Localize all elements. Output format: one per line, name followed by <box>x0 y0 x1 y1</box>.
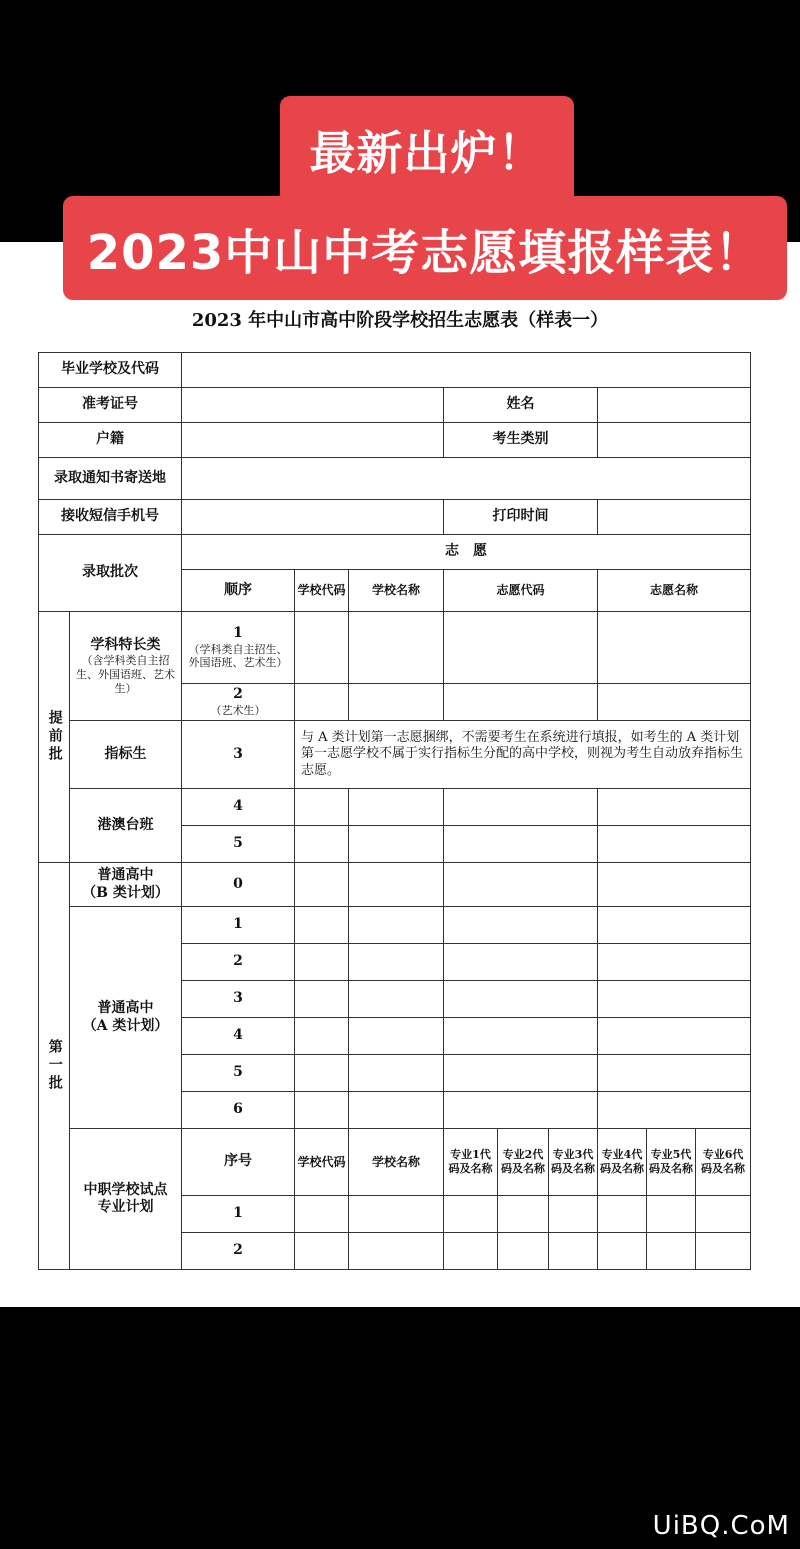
field-phone[interactable] <box>182 500 444 535</box>
row-address <box>39 458 751 500</box>
field-a6-wish-name[interactable] <box>598 1092 751 1129</box>
field-v2-major-3[interactable] <box>549 1233 598 1270</box>
field-early-2-school-code[interactable] <box>295 684 349 721</box>
row-early-1 <box>39 612 751 684</box>
field-a3-school-code[interactable] <box>295 981 349 1018</box>
headline-banner-top: 最新出炉！ <box>280 96 574 204</box>
headline-banner-main: 2023中山中考志愿填报样表！ <box>63 196 787 300</box>
application-form-table <box>38 352 751 1270</box>
order-cell-2 <box>182 684 295 721</box>
field-a4-wish-code[interactable] <box>444 1018 598 1055</box>
vocational-line1: 中职学校试点 <box>83 1181 168 1198</box>
field-a4-school-code[interactable] <box>295 1018 349 1055</box>
label-general-a <box>70 907 182 1129</box>
field-early-1-wish-code[interactable] <box>444 612 598 684</box>
order-5: 5 <box>182 826 295 863</box>
label-quota: 指标生 <box>70 721 182 789</box>
field-b-wish-code[interactable] <box>444 863 598 907</box>
field-a2-school-name[interactable] <box>349 944 444 981</box>
row-vocational-header <box>39 1129 751 1196</box>
label-vocational <box>70 1129 182 1270</box>
field-v1-major-1[interactable] <box>444 1196 498 1233</box>
voc-col-school-code: 学校代码 <box>295 1129 349 1196</box>
label-school: 毕业学校及代码 <box>39 353 182 388</box>
field-b-school-code[interactable] <box>295 863 349 907</box>
label-wish-header: 志 愿 <box>182 535 751 570</box>
field-v1-school-code[interactable] <box>295 1196 349 1233</box>
row-quota <box>39 721 751 789</box>
field-v2-major-2[interactable] <box>498 1233 549 1270</box>
field-a6-school-code[interactable] <box>295 1092 349 1129</box>
field-b-wish-name[interactable] <box>598 863 751 907</box>
label-subject-special <box>70 612 182 721</box>
row-phone <box>39 500 751 535</box>
field-a1-wish-code[interactable] <box>444 907 598 944</box>
field-a2-wish-name[interactable] <box>598 944 751 981</box>
field-v1-major-4[interactable] <box>598 1196 647 1233</box>
col-wish-code: 志愿代码 <box>444 570 598 612</box>
field-a1-school-code[interactable] <box>295 907 349 944</box>
label-phone: 接收短信手机号 <box>39 500 182 535</box>
col-major-3: 专业3代码及名称 <box>549 1129 598 1196</box>
label-hk-class: 港澳台班 <box>70 789 182 863</box>
field-a3-wish-code[interactable] <box>444 981 598 1018</box>
a-order-1: 1 <box>182 907 295 944</box>
col-seq: 序号 <box>182 1129 295 1196</box>
label-first-batch: 第一批 <box>39 863 70 1270</box>
field-early-1-wish-name[interactable] <box>598 612 751 684</box>
field-early-2-school-name[interactable] <box>349 684 444 721</box>
col-wish-name: 志愿名称 <box>598 570 751 612</box>
field-v2-major-4[interactable] <box>598 1233 647 1270</box>
field-a6-school-name[interactable] <box>349 1092 444 1129</box>
row-exam-id <box>39 388 751 423</box>
field-hk-5-school-code[interactable] <box>295 826 349 863</box>
field-hk-4-wish-code[interactable] <box>444 789 598 826</box>
field-a3-wish-name[interactable] <box>598 981 751 1018</box>
label-print-time: 打印时间 <box>444 500 598 535</box>
general-a-line2: （A 类计划） <box>82 1017 169 1034</box>
vocational-line2: 专业计划 <box>97 1199 154 1215</box>
col-major-2: 专业2代码及名称 <box>498 1129 549 1196</box>
field-hk-5-school-name[interactable] <box>349 826 444 863</box>
voc-order-1: 1 <box>182 1196 295 1233</box>
field-a4-wish-name[interactable] <box>598 1018 751 1055</box>
field-early-2-wish-code[interactable] <box>444 684 598 721</box>
field-hk-5-wish-code[interactable] <box>444 826 598 863</box>
label-general-b <box>70 863 182 907</box>
field-v2-school-code[interactable] <box>295 1233 349 1270</box>
field-a3-school-name[interactable] <box>349 981 444 1018</box>
field-v2-major-5[interactable] <box>647 1233 696 1270</box>
col-school-code: 学校代码 <box>295 570 349 612</box>
row-school <box>39 353 751 388</box>
label-name: 姓名 <box>444 388 598 423</box>
field-candidate-type[interactable] <box>598 423 751 458</box>
field-address[interactable] <box>182 458 751 500</box>
field-a5-school-name[interactable] <box>349 1055 444 1092</box>
a-order-6: 6 <box>182 1092 295 1129</box>
field-household[interactable] <box>182 423 444 458</box>
a-order-3: 3 <box>182 981 295 1018</box>
col-major-6: 专业6代码及名称 <box>696 1129 751 1196</box>
general-a-line1: 普通高中 <box>97 1000 154 1016</box>
a-order-5: 5 <box>182 1055 295 1092</box>
label-early-batch: 提前批 <box>39 612 70 863</box>
field-exam-id[interactable] <box>182 388 444 423</box>
order-cell-1 <box>182 612 295 684</box>
a-order-2: 2 <box>182 944 295 981</box>
field-v1-school-name[interactable] <box>349 1196 444 1233</box>
field-hk-4-school-name[interactable] <box>349 789 444 826</box>
label-household: 户籍 <box>39 423 182 458</box>
col-school-name: 学校名称 <box>349 570 444 612</box>
form-title: 2023 年中山市高中阶段学校招生志愿表（样表一） <box>191 310 609 331</box>
watermark: UiBQ.CoM <box>652 1511 790 1541</box>
voc-col-school-name: 学校名称 <box>349 1129 444 1196</box>
general-b-line2: （B 类计划） <box>82 884 169 901</box>
field-v2-major-6[interactable] <box>696 1233 751 1270</box>
field-a2-wish-code[interactable] <box>444 944 598 981</box>
order-2-note: （艺术生） <box>210 703 266 717</box>
field-v1-major-2[interactable] <box>498 1196 549 1233</box>
order-3: 3 <box>182 721 295 789</box>
field-v2-school-name[interactable] <box>349 1233 444 1270</box>
field-a4-school-name[interactable] <box>349 1018 444 1055</box>
row-household <box>39 423 751 458</box>
label-exam-id: 准考证号 <box>39 388 182 423</box>
order-1: 1 <box>233 625 243 641</box>
col-major-5: 专业5代码及名称 <box>647 1129 696 1196</box>
col-major-4: 专业4代码及名称 <box>598 1129 647 1196</box>
field-school[interactable] <box>182 353 751 388</box>
order-2: 2 <box>233 686 243 703</box>
field-a1-wish-name[interactable] <box>598 907 751 944</box>
general-b-line1: 普通高中 <box>97 867 154 883</box>
col-major-1: 专业1代码及名称 <box>444 1129 498 1196</box>
field-v1-major-6[interactable] <box>696 1196 751 1233</box>
voc-order-2: 2 <box>182 1233 295 1270</box>
row-general-a-1 <box>39 907 751 944</box>
subject-special-note: （含学科类自主招生、外国语班、艺术生） <box>76 654 175 695</box>
subject-special-title: 学科特长类 <box>90 636 161 653</box>
field-early-1-school-name[interactable] <box>349 612 444 684</box>
a-order-4: 4 <box>182 1018 295 1055</box>
quota-note: 与 A 类计划第一志愿捆绑，不需要考生在系统进行填报，如考生的 A 类计划第一志愿学校不属于实行指标生分配的高中学校，则视为考生自动放弃指标生志愿。 <box>295 721 751 789</box>
field-print-time[interactable] <box>598 500 751 535</box>
field-b-school-name[interactable] <box>349 863 444 907</box>
field-v2-major-1[interactable] <box>444 1233 498 1270</box>
field-a5-wish-name[interactable] <box>598 1055 751 1092</box>
field-name[interactable] <box>598 388 751 423</box>
field-hk-4-wish-name[interactable] <box>598 789 751 826</box>
field-a6-wish-code[interactable] <box>444 1092 598 1129</box>
field-early-2-wish-name[interactable] <box>598 684 751 721</box>
field-v1-major-3[interactable] <box>549 1196 598 1233</box>
order-4: 4 <box>182 789 295 826</box>
order-1-note: （学科类自主招生、外国语班、艺术生） <box>188 642 288 670</box>
order-0: 0 <box>182 863 295 907</box>
label-candidate-type: 考生类别 <box>444 423 598 458</box>
label-batch: 录取批次 <box>39 535 182 612</box>
field-a5-school-code[interactable] <box>295 1055 349 1092</box>
field-a2-school-code[interactable] <box>295 944 349 981</box>
label-address: 录取通知书寄送地 <box>39 458 182 500</box>
row-hk-4 <box>39 789 751 826</box>
col-order: 顺序 <box>182 570 295 612</box>
field-early-1-school-code[interactable] <box>295 612 349 684</box>
field-a5-wish-code[interactable] <box>444 1055 598 1092</box>
field-hk-4-school-code[interactable] <box>295 789 349 826</box>
row-wish-header <box>39 535 751 570</box>
row-general-b <box>39 863 751 907</box>
field-v1-major-5[interactable] <box>647 1196 696 1233</box>
field-a1-school-name[interactable] <box>349 907 444 944</box>
field-hk-5-wish-name[interactable] <box>598 826 751 863</box>
